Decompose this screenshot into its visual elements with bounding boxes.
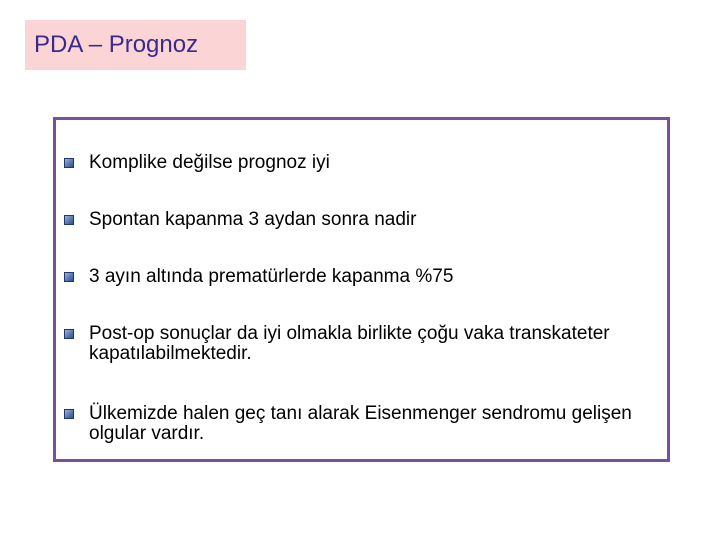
square-bullet-icon xyxy=(64,329,74,339)
square-bullet-icon xyxy=(64,409,74,419)
square-bullet-icon xyxy=(64,158,74,168)
bullet-text: Spontan kapanma 3 aydan sonra nadir xyxy=(89,209,417,230)
bullet-list xyxy=(56,120,667,459)
bullet-text: Komplike değilse prognoz iyi xyxy=(89,152,330,173)
title-box xyxy=(25,20,246,70)
bullet-text: Ülkemizde halen geç tanı alarak Eisenmenger sendromu gelişen olgular vardır. xyxy=(89,403,632,444)
square-bullet-icon xyxy=(64,272,74,282)
slide-title: PDA – Prognoz xyxy=(34,31,199,58)
bullet-text: 3 ayın altında prematürlerde kapanma %75 xyxy=(89,266,454,287)
bullet-text: Post-op sonuçlar da iyi olmakla birlikte çoğu vaka transkateter kapatılabilmektedir. xyxy=(89,323,610,364)
content-box xyxy=(53,117,670,462)
square-bullet-icon xyxy=(64,215,74,225)
